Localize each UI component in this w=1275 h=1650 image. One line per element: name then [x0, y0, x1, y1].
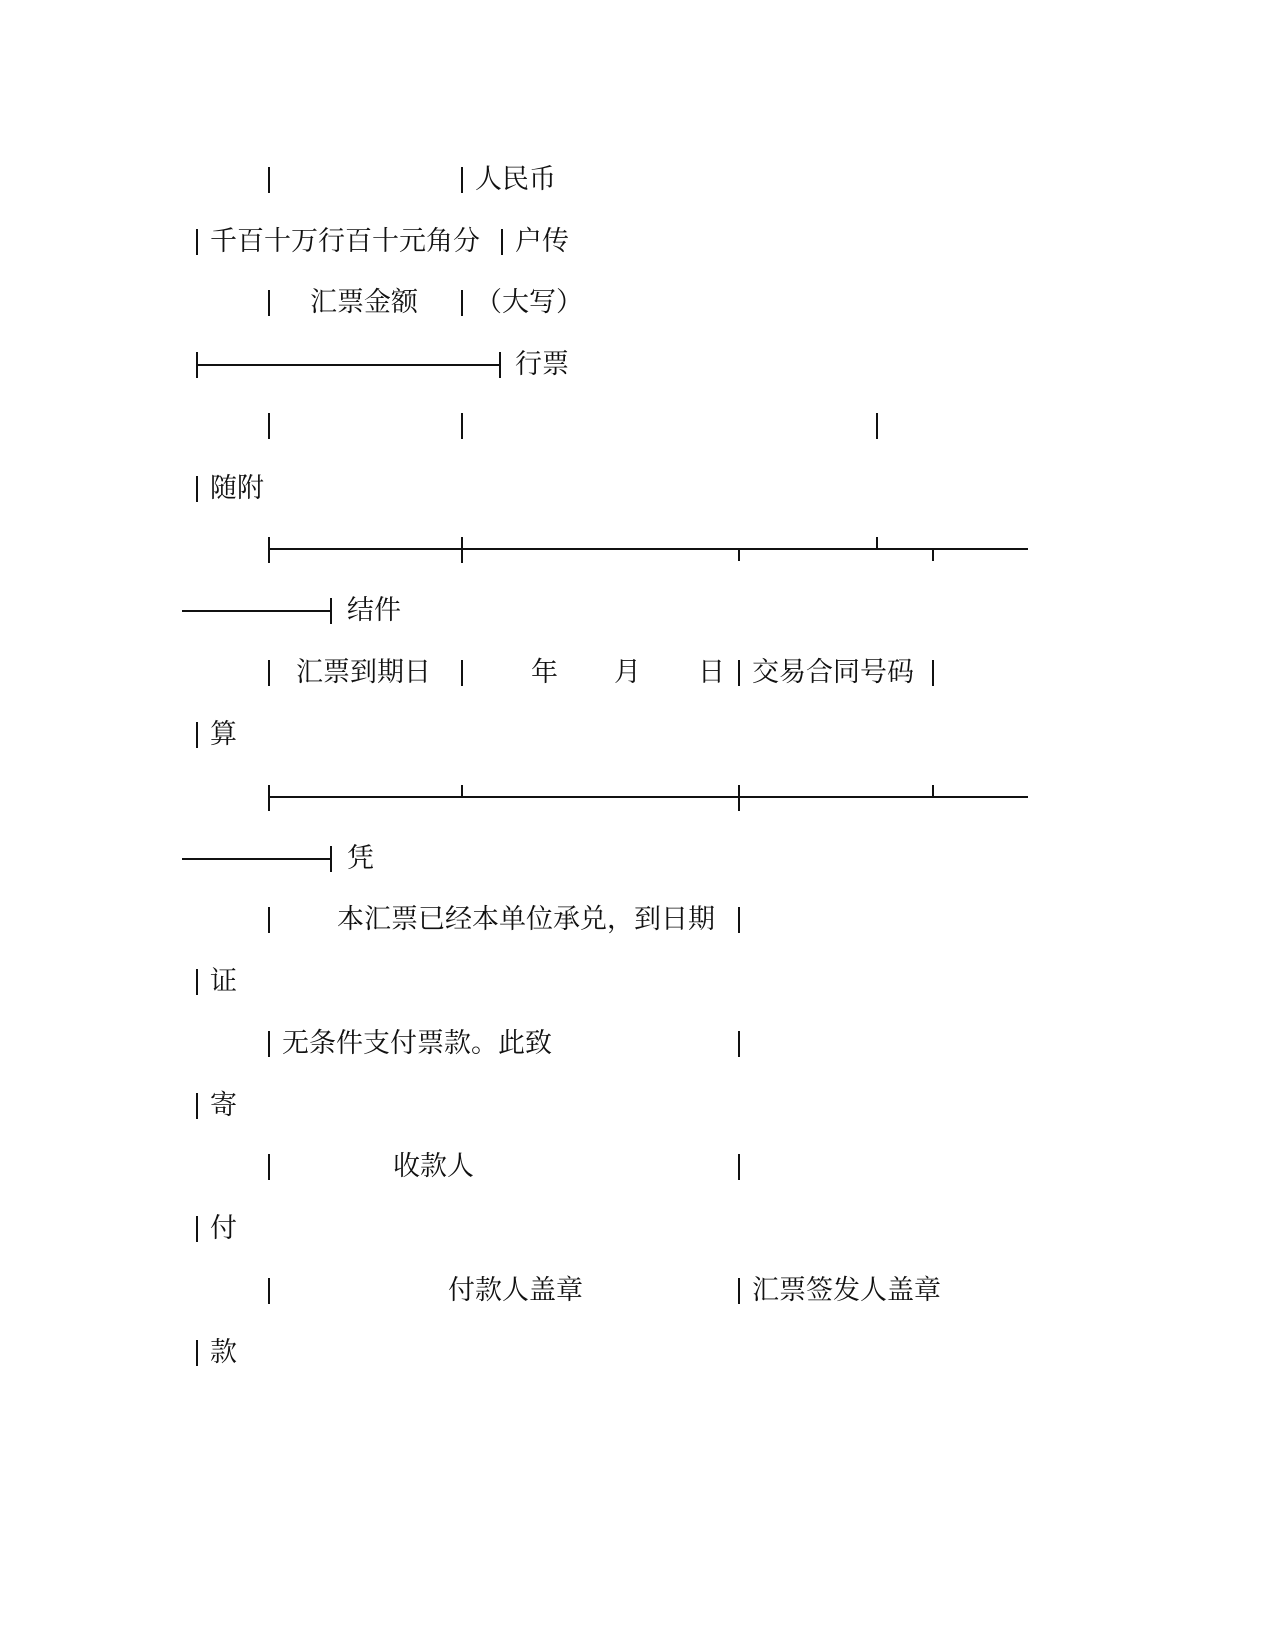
- side-label-jie-jian: 结件: [347, 595, 401, 626]
- form-border: [738, 785, 740, 811]
- day-label: 日: [698, 657, 725, 688]
- form-border: [461, 537, 463, 563]
- form-rule: [182, 858, 332, 860]
- side-label-zheng: 证: [210, 966, 237, 997]
- form-border: [499, 352, 501, 378]
- form-border: [196, 476, 198, 502]
- form-tick: [461, 785, 463, 797]
- side-label-hang-piao: 行票: [515, 349, 569, 380]
- form-border: [876, 413, 878, 439]
- form-border: [268, 1278, 270, 1304]
- form-border: [932, 660, 934, 686]
- side-label-suan: 算: [210, 719, 237, 750]
- side-label-kuan: 款: [210, 1337, 237, 1368]
- form-border: [196, 969, 198, 995]
- form-border: [268, 660, 270, 686]
- form-border: [196, 722, 198, 748]
- form-border: [330, 598, 332, 624]
- form-border: [461, 660, 463, 686]
- form-border: [738, 907, 740, 933]
- form-tick: [738, 549, 740, 561]
- form-tick: [932, 549, 934, 561]
- payer-seal-label: 付款人盖章: [448, 1275, 583, 1306]
- form-border: [268, 290, 270, 316]
- form-border: [330, 846, 332, 872]
- contract-number-label: 交易合同号码: [752, 657, 914, 688]
- amount-in-words-label: （大写）: [475, 287, 583, 318]
- form-border: [738, 1031, 740, 1057]
- year-label: 年: [531, 657, 558, 688]
- form-tick: [932, 785, 934, 797]
- form-border: [196, 1340, 198, 1366]
- form-border: [196, 1216, 198, 1242]
- form-rule: [268, 548, 1028, 550]
- form-border: [268, 167, 270, 193]
- form-rule: [182, 610, 332, 612]
- side-label-fu: 付: [210, 1213, 237, 1244]
- form-border: [738, 1278, 740, 1304]
- side-label-ping: 凭: [347, 843, 374, 874]
- form-rule: [196, 364, 501, 366]
- form-border: [196, 229, 198, 255]
- digit-place-header: 千百十万行百十元角分: [210, 226, 480, 257]
- side-label-hu-chuan: 户传: [515, 226, 569, 257]
- form-border: [268, 1154, 270, 1180]
- side-label-sui-fu: 随附: [210, 473, 264, 504]
- form-border: [196, 1093, 198, 1119]
- due-date-label: 汇票到期日: [296, 657, 431, 688]
- form-border: [268, 907, 270, 933]
- form-border: [738, 1154, 740, 1180]
- form-border: [268, 537, 270, 563]
- side-label-ji: 寄: [210, 1090, 237, 1121]
- form-rule: [268, 796, 1028, 798]
- form-border: [501, 229, 503, 255]
- bill-amount-label: 汇票金额: [310, 287, 418, 318]
- month-label: 月: [614, 657, 641, 688]
- payee-label: 收款人: [393, 1151, 474, 1182]
- acceptance-statement-line-1: 本汇票已经本单位承兑，到日期: [337, 904, 715, 935]
- form-border: [461, 413, 463, 439]
- form-border: [268, 785, 270, 811]
- form-tick: [876, 537, 878, 549]
- currency-label: 人民币: [475, 164, 556, 195]
- form-border: [268, 413, 270, 439]
- form-border: [461, 290, 463, 316]
- form-border: [268, 1031, 270, 1057]
- form-border: [461, 167, 463, 193]
- acceptance-statement-line-2: 无条件支付票款。此致: [282, 1028, 552, 1059]
- form-border: [738, 660, 740, 686]
- drawer-seal-label: 汇票签发人盖章: [752, 1275, 941, 1306]
